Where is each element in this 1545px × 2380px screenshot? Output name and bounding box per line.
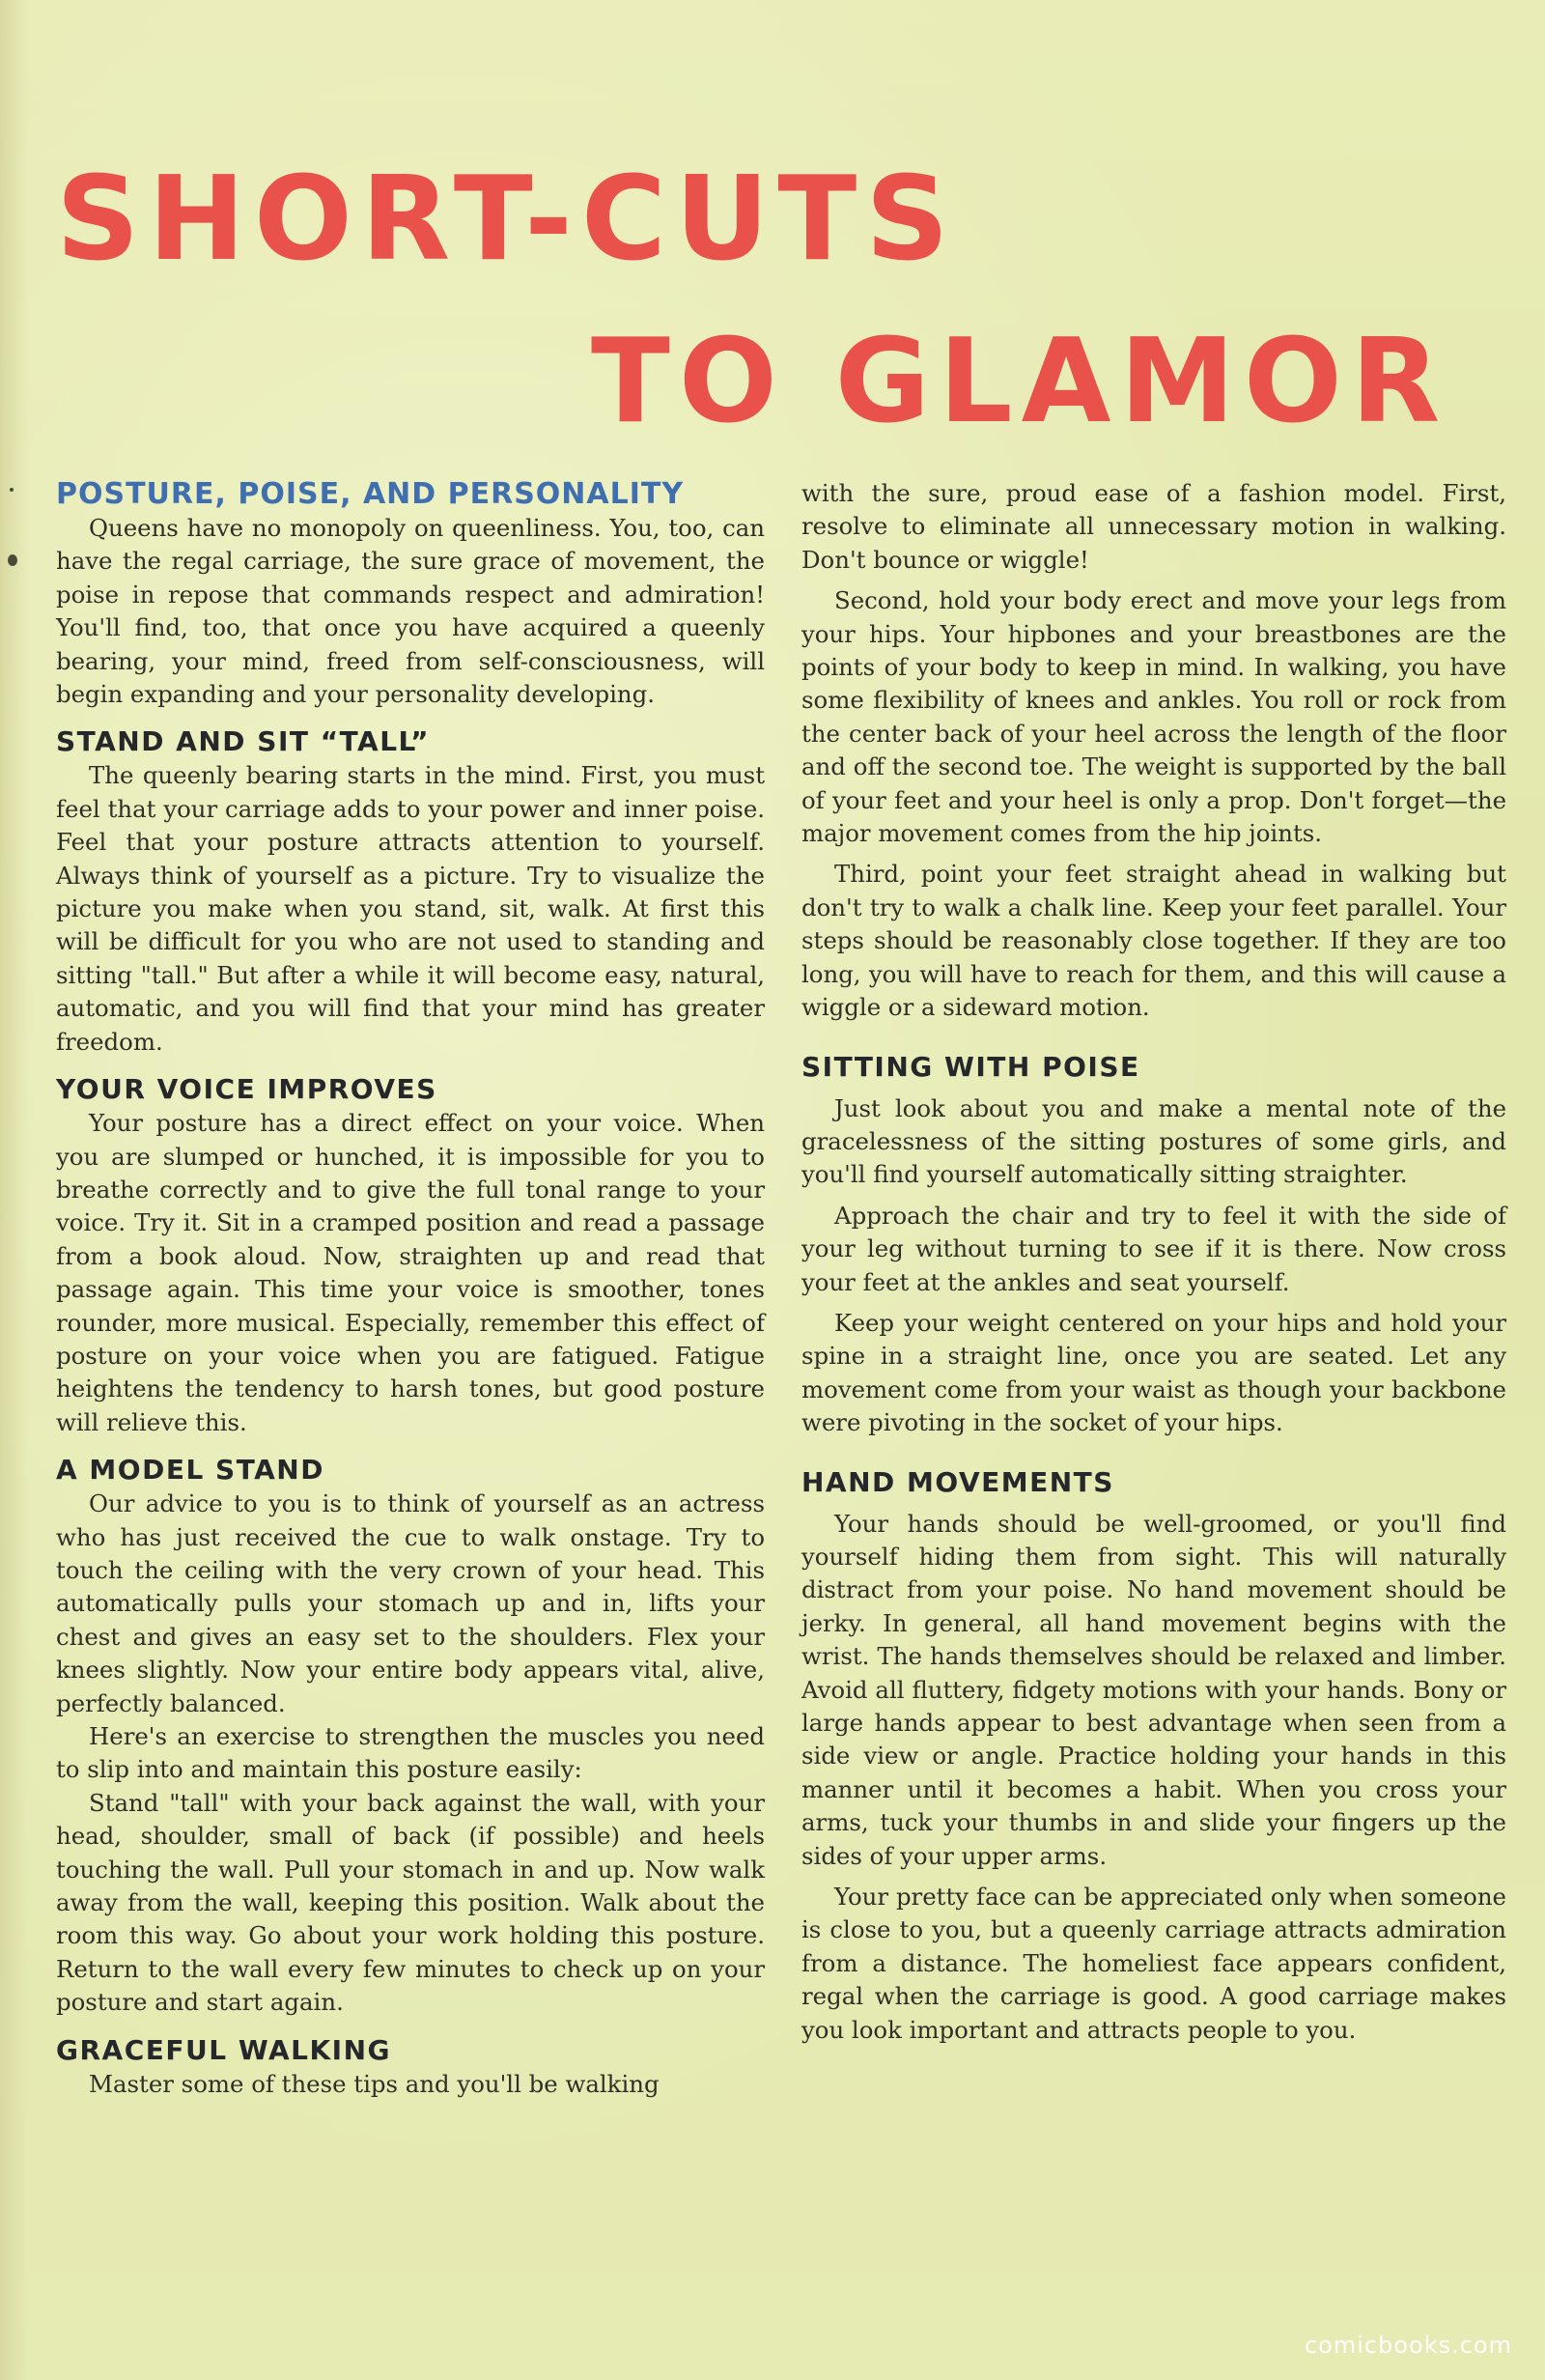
- paragraph: Just look about you and make a mental note of the gracelessness of the sitting postures of some girls, and you'll find yourself automatically sitting straighter.: [801, 1093, 1506, 1189]
- paragraph-continued: with the sure, proud ease of a fashion model. First, resolve to eliminate all unnecessary motion in walking. Don't bounce or wiggle!: [801, 479, 1506, 574]
- paragraph: Your posture has a direct effect on your voice. When you are slumped or hunched, it is impossible for you to breathe correctly and to give the full tonal range to your voice. Try it. Sit in a cramped position and read a passage from a book aloud. Now, straighten up and read that passage again. This time your voice is smoother, tones rounder, more musical. Especially, remember this effect of posture on your voice when you are fatigued. Fatigue heightens the tendency to harsh tones, but good posture will relieve this.: [56, 1109, 765, 1436]
- section-heading-sitting: SITTING WITH POISE: [801, 1050, 1140, 1083]
- section-heading-voice: YOUR VOICE IMPROVES: [56, 1073, 437, 1106]
- paragraph: The queenly bearing starts in the mind. First, you must feel that your carriage adds to your power and inner poise. Feel that your posture attracts attention to yourself. Always think of yourself as a picture. Try to visualize the picture you make when you stand, sit, walk. At first this will be difficult for you who are not used to standing and sitting "tall." But after a while it will become easy, natural, automatic, and you will find that your mind has greater freedom.: [56, 761, 765, 1056]
- paragraph: Our advice to you is to think of yourself as an actress who has just received the cue to walk onstage. Try to touch the ceiling with the very crown of your head. This automatically pulls your stomach up and in, lifts your chest and gives an easy set to the shoulders. Flex your knees slightly. Now your entire body appears vital, alive, perfectly balanced.: [56, 1489, 765, 1717]
- paragraph: Your hands should be well-groomed, or you'll find yourself hiding them from sight. This will naturally distract from your poise. No hand movement should be jerky. In general, all hand movement begins with the wrist. The hands themselves should be relaxed and limber. Avoid all fluttery, fidgety motions with your hands. Bony or large hands appear to best advantage when seen from a side view or angle. Practice holding your hands in this manner until it becomes a habit. When you cross your arms, tuck your thumbs in and slide your fingers up the sides of your upper arms.: [801, 1509, 1506, 1870]
- watermark: comicbooks.com: [1304, 2332, 1512, 2359]
- paragraph: Third, point your feet straight ahead in walking but don't try to walk a chalk line. Keep your feet parallel. Your steps should be reasonably close together. If they are too long, you will have to reach for them, and this will cause a wiggle or a sideward motion.: [801, 860, 1506, 1022]
- paragraph: Queens have no monopoly on queenliness. You, too, can have the regal carriage, the sure grace of movement, the poise in repose that commands respect and admiration! You'll find, too, that once you have acquired a queenly bearing, your mind, freed from self-consciousness, will begin expanding and your personality developing.: [56, 514, 765, 709]
- section-heading-walking: GRACEFUL WALKING: [56, 2033, 392, 2066]
- print-speck: [10, 488, 14, 492]
- section-heading-model-stand: A MODEL STAND: [56, 1454, 324, 1487]
- title-line-2: TO GLAMOR: [591, 315, 1449, 449]
- paragraph: Stand "tall" with your back against the wall, with your head, shoulder, small of back (if possible) and heels touching the wall. Pull your stomach in and up. Now walk away from the wall, keeping this position. Walk about the room this way. Go about your work holding this posture. Return to the wall every few minutes to check up on your posture and start again.: [56, 1788, 765, 2017]
- print-speck: [8, 554, 17, 566]
- section-heading-hands: HAND MOVEMENTS: [801, 1465, 1114, 1498]
- left-column: [56, 477, 765, 2101]
- title-line-1: SHORT-CUTS: [56, 153, 958, 287]
- paragraph: Your pretty face can be appreciated only when someone is close to you, but a queenly carriage attracts admiration from a distance. The homeliest face appears confident, regal when the carriage is good. A good carriage makes you look important and attracts people to you.: [801, 1883, 1506, 2044]
- right-column: [801, 477, 1506, 2047]
- section-heading-stand-sit: STAND AND SIT “TALL”: [56, 725, 431, 758]
- paragraph: Keep your weight centered on your hips and hold your spine in a straight line, once you are seated. Let any movement come from your waist as though your backbone were pivoting in the socket of your hips.: [801, 1308, 1506, 1437]
- section-heading-posture: POSTURE, POISE, AND PERSONALITY: [56, 477, 685, 511]
- paragraph: Master some of these tips and you'll be walking: [89, 2069, 660, 2098]
- page-edge-shadow: [0, 0, 29, 2380]
- paragraph: Here's an exercise to strengthen the muscles you need to slip into and maintain this posture easily:: [56, 1722, 765, 1784]
- paragraph: Second, hold your body erect and move your legs from your hips. Your hipbones and your breastbones are the points of your body to keep in mind. In walking, you have some flexibility of knees and ankles. You roll or rock from the center back of your heel across the length of the floor and off the second toe. The weight is supported by the ball of your feet and your heel is only a prop. Don't forget—the major movement comes from the hip joints.: [801, 586, 1506, 848]
- paragraph: Approach the chair and try to feel it with the side of your leg without turning to see if it is there. Now cross your feet at the ankles and seat yourself.: [801, 1201, 1506, 1296]
